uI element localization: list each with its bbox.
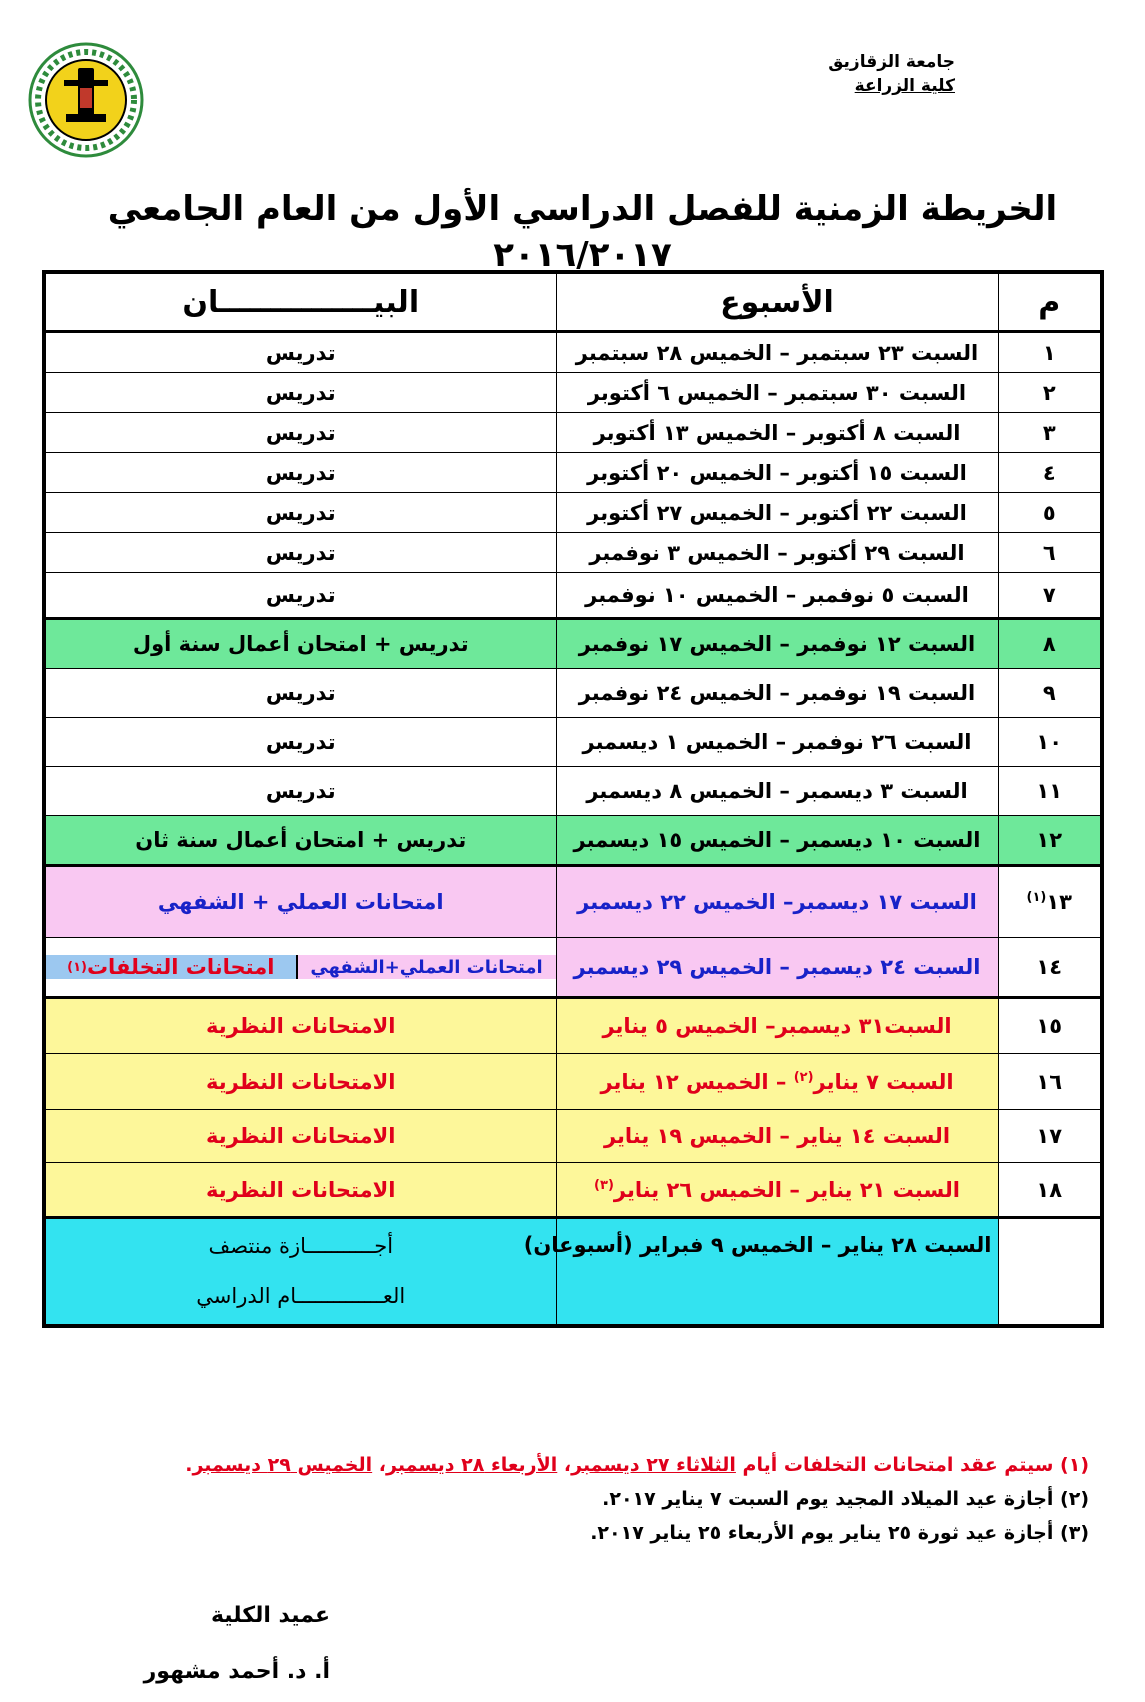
footnote-1-sep: ، [557, 1454, 572, 1476]
table-row [44, 718, 1102, 767]
institution-header [828, 50, 955, 98]
footnote-1 [30, 1448, 1089, 1482]
row-num: ١٦ [998, 1054, 1102, 1110]
table-row-break [44, 1218, 1102, 1326]
row-desc-remedial [46, 955, 296, 979]
signature-name: أ. د. أحمد مشهور [143, 1659, 330, 1684]
row-week [556, 1054, 998, 1110]
row-num: ٦ [998, 533, 1102, 573]
row-desc: تدريس [44, 373, 556, 413]
footnote-ref: (١) [67, 959, 87, 975]
row-week: السبت ٢٩ أكتوبر – الخميس ٣ نوفمبر [556, 533, 998, 573]
row-desc [44, 938, 556, 998]
row-num: ٩ [998, 669, 1102, 718]
row-week: السبت ٣ ديسمبر – الخميس ٨ ديسمبر [556, 767, 998, 816]
row-week: السبت ١٧ ديسمبر– الخميس ٢٢ ديسمبر [556, 866, 998, 938]
row-desc: الامتحانات النظرية [44, 998, 556, 1054]
row-num: ١١ [998, 767, 1102, 816]
row-week: السبت ٨ أكتوبر – الخميس ١٣ أكتوبر [556, 413, 998, 453]
table-row [44, 669, 1102, 718]
break-desc-line2: العــــــــــــــام الدراسي [196, 1284, 406, 1309]
row-num: ٨ [998, 619, 1102, 669]
row-week: السبت ٢٦ نوفمبر – الخميس ١ ديسمبر [556, 718, 998, 767]
row-week: السبت ١٠ ديسمبر – الخميس ١٥ ديسمبر [556, 816, 998, 866]
footnote-3: (٣) أجازة عيد ثورة ٢٥ يناير يوم الأربعاء ٢٥ يناير ٢٠١٧. [590, 1522, 1089, 1544]
row-desc: تدريس [44, 453, 556, 493]
table-row [44, 373, 1102, 413]
footnote-ref: (١) [1026, 890, 1047, 905]
row-desc: تدريس + امتحان أعمال سنة أول [44, 619, 556, 669]
table-row [44, 573, 1102, 619]
header-num: م [998, 272, 1102, 332]
footnote-2: (٢) أجازة عيد الميلاد المجيد يوم السبت ٧ يناير ٢٠١٧. [602, 1488, 1089, 1510]
row-desc: الامتحانات النظرية [44, 1163, 556, 1218]
row-week: السبت ١٥ أكتوبر – الخميس ٢٠ أكتوبر [556, 453, 998, 493]
faculty-name: كلية الزراعة [854, 76, 955, 96]
footnote-1-prefix: (١) سيتم عقد امتحانات التخلفات أيام [735, 1454, 1089, 1476]
table-row [44, 619, 1102, 669]
row-desc: الامتحانات النظرية [44, 1054, 556, 1110]
row-desc: تدريس [44, 669, 556, 718]
table-row [44, 816, 1102, 866]
week-start: السبت ٧ يناير [813, 1069, 954, 1094]
signature-role: عميد الكلية [210, 1603, 330, 1628]
row-week: السبت ٢٤ ديسمبر – الخميس ٢٩ ديسمبر [556, 938, 998, 998]
row-num: ١٠ [998, 718, 1102, 767]
row-num: ٥ [998, 493, 1102, 533]
table-header-row [44, 272, 1102, 332]
row-num: ٢ [998, 373, 1102, 413]
row-desc: امتحانات العملي + الشفهي [44, 866, 556, 938]
signature-block [90, 1588, 330, 1700]
break-desc-line1: أجـــــــــــازة منتصف [208, 1234, 394, 1259]
row-week: السبت ٥ نوفمبر – الخميس ١٠ نوفمبر [556, 573, 998, 619]
row-desc: الامتحانات النظرية [44, 1110, 556, 1163]
row-week: السبت٣١ ديسمبر– الخميس ٥ يناير [556, 998, 998, 1054]
semester-calendar-table [42, 270, 1104, 1328]
remedial-label: امتحانات التخلفات [86, 955, 275, 979]
table-row [44, 413, 1102, 453]
university-name: جامعة الزقازيق [828, 52, 955, 72]
row-desc-practical: امتحانات العملي+الشفهي [296, 955, 556, 979]
table-row [44, 866, 1102, 938]
row-desc: تدريس [44, 533, 556, 573]
table-row [44, 332, 1102, 373]
page-title: الخريطة الزمنية للفصل الدراسي الأول من العام الجامعي ٢٠١٦/٢٠١٧ [107, 189, 1058, 275]
footnote-ref: (٣) [594, 1177, 614, 1193]
table-row [44, 1163, 1102, 1218]
row-num: ٣ [998, 413, 1102, 453]
row-num-empty [998, 1218, 1102, 1326]
row-num: ١٤ [998, 938, 1102, 998]
row-num: ١٥ [998, 998, 1102, 1054]
row-week: السبت ١٤ يناير – الخميس ١٩ يناير [556, 1110, 998, 1163]
row-week [556, 1163, 998, 1218]
row-week: السبت ١٢ نوفمبر – الخميس ١٧ نوفمبر [556, 619, 998, 669]
footnote-1-sep: ، [372, 1454, 386, 1476]
footnote-1-end: . [185, 1454, 193, 1476]
row-week: السبت ٢٨ يناير – الخميس ٩ فبراير (أسبوعان) [556, 1218, 998, 1326]
table-row [44, 998, 1102, 1054]
header-week: الأسبوع [556, 272, 998, 332]
row-num: ١٧ [998, 1110, 1102, 1163]
table-row [44, 938, 1102, 998]
row-desc: تدريس [44, 332, 556, 373]
footnote-1-date-1: الثلاثاء ٢٧ ديسمبر [571, 1454, 736, 1476]
table-row [44, 493, 1102, 533]
faculty-logo [26, 40, 146, 160]
footnote-1-date-3: الخميس ٢٩ ديسمبر [192, 1454, 373, 1476]
row-num [998, 866, 1102, 938]
row-num: ١ [998, 332, 1102, 373]
footnote-ref: (٢) [793, 1069, 814, 1085]
table-row [44, 767, 1102, 816]
row-week: السبت ٣٠ سبتمبر – الخميس ٦ أكتوبر [556, 373, 998, 413]
row-desc: تدريس + امتحان أعمال سنة ثان [44, 816, 556, 866]
row-num-value: ١٣ [1046, 890, 1072, 914]
row-num: ١٢ [998, 816, 1102, 866]
footnote-1-date-2: الأربعاء ٢٨ ديسمبر [386, 1454, 558, 1476]
table-row [44, 533, 1102, 573]
row-week: السبت ٢٢ أكتوبر – الخميس ٢٧ أكتوبر [556, 493, 998, 533]
table-row [44, 1110, 1102, 1163]
row-desc: تدريس [44, 493, 556, 533]
week-range: السبت ٢١ يناير – الخميس ٢٦ يناير [613, 1177, 960, 1202]
row-desc: تدريس [44, 718, 556, 767]
row-week: السبت ١٩ نوفمبر – الخميس ٢٤ نوفمبر [556, 669, 998, 718]
row-desc: تدريس [44, 767, 556, 816]
table-row [44, 453, 1102, 493]
week-end: – الخميس ١٢ يناير [600, 1069, 794, 1094]
row-desc: تدريس [44, 413, 556, 453]
row-desc: تدريس [44, 573, 556, 619]
row-desc [44, 1218, 556, 1326]
row-week: السبت ٢٣ سبتمبر – الخميس ٢٨ سبتمبر [556, 332, 998, 373]
footnotes [30, 1448, 1089, 1550]
table-row [44, 1054, 1102, 1110]
header-desc: البيـــــــــــــــان [44, 272, 556, 332]
row-num: ١٨ [998, 1163, 1102, 1218]
row-num: ٤ [998, 453, 1102, 493]
row-num: ٧ [998, 573, 1102, 619]
